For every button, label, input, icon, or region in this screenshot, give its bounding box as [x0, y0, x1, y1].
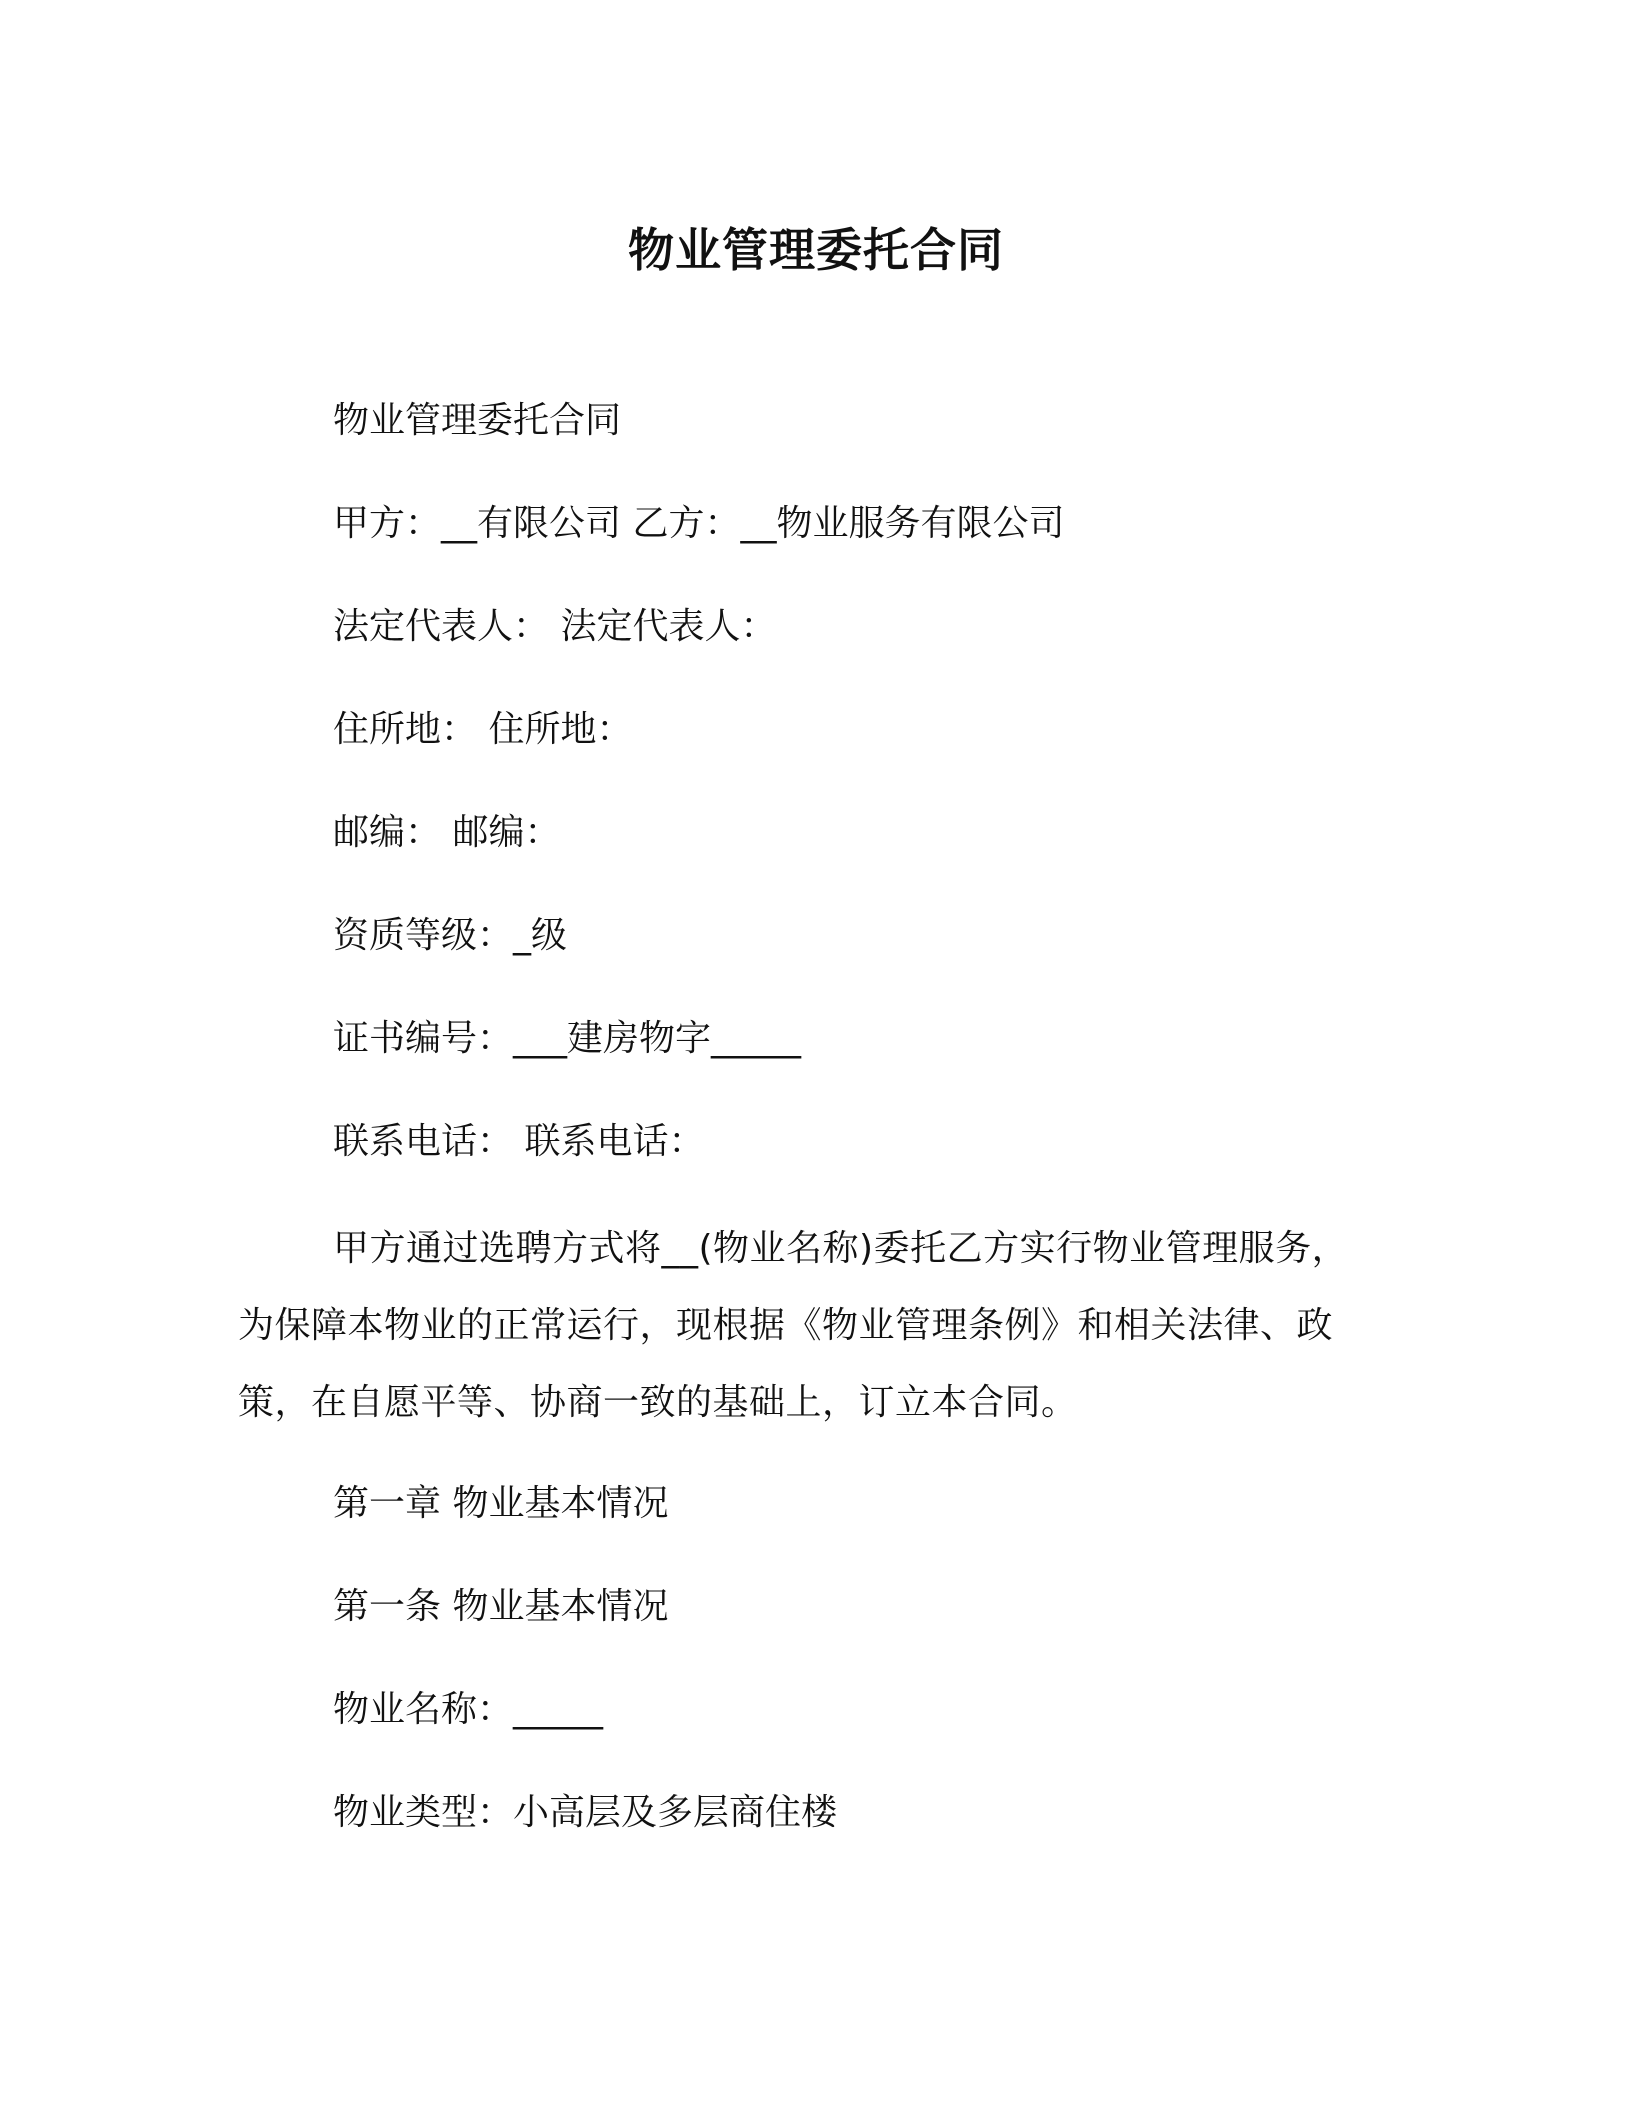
certificate-number-line: 证书编号：___建房物字_____	[333, 1018, 802, 1059]
legal-representative-line: 法定代表人： 法定代表人：	[333, 606, 777, 647]
intro-paragraph: 甲方通过选聘方式将__(物业名称)委托乙方实行物业管理服务，为保障本物业的正常运行，现根据《物业管理条例》和相关法律、政策，在自愿平等、协商一致的基础上，订立本合同。	[238, 1228, 1349, 1423]
article-one-heading: 第一条 物业基本情况	[333, 1586, 669, 1627]
phone-line: 联系电话： 联系电话：	[333, 1121, 705, 1162]
document-title: 物业管理委托合同	[628, 223, 1004, 277]
parties-line: 甲方：__有限公司 乙方：__物业服务有限公司	[333, 503, 1065, 544]
chapter-one-heading: 第一章 物业基本情况	[333, 1483, 669, 1524]
property-type-line: 物业类型：小高层及多层商住楼	[333, 1792, 838, 1833]
property-name-line: 物业名称：_____	[333, 1689, 604, 1730]
address-line: 住所地： 住所地：	[333, 709, 633, 750]
contract-heading: 物业管理委托合同	[333, 400, 622, 441]
qualification-grade-line: 资质等级：_级	[333, 915, 568, 956]
postcode-line: 邮编： 邮编：	[333, 812, 561, 853]
